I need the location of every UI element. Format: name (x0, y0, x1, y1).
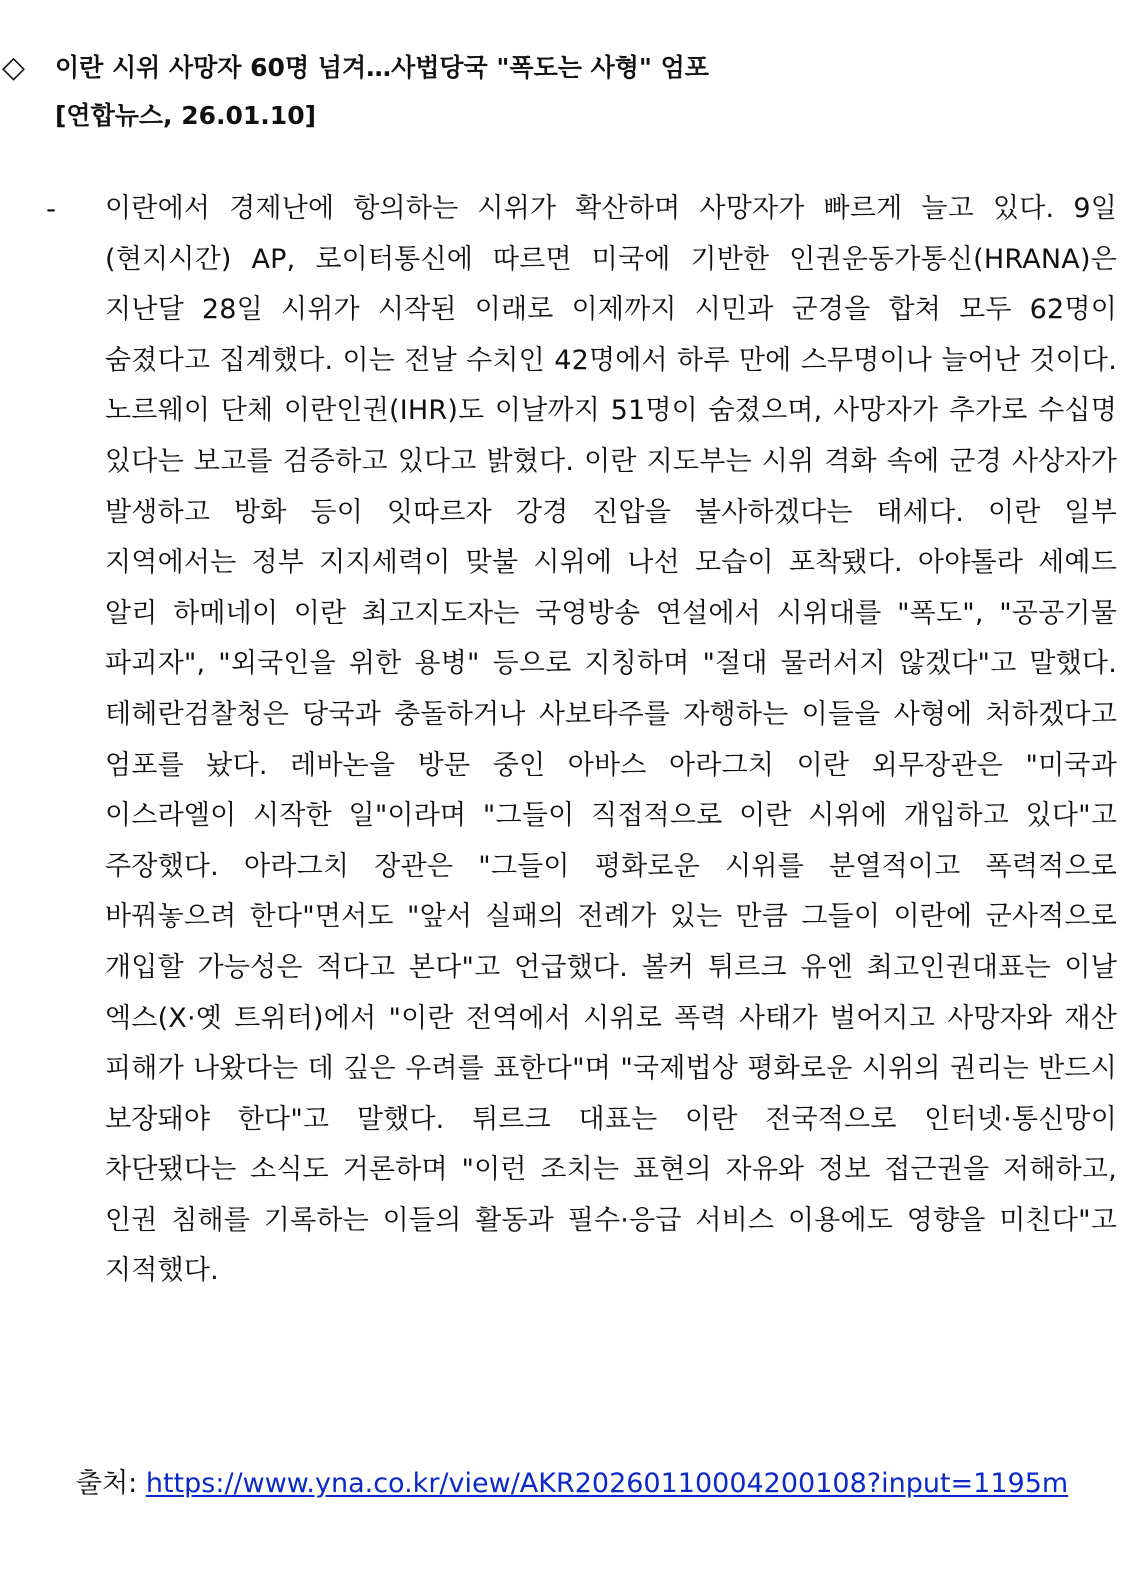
title-line (0, 44, 1134, 92)
source-link[interactable]: https://www.yna.co.kr/view/AKR20260110004200108?input=1195m (145, 1468, 1069, 1499)
diamond-bullet-icon: ◇ (2, 50, 26, 85)
article-source-date: [연합뉴스, 26.01.10] (55, 101, 317, 130)
source-label: 출처: (76, 1468, 138, 1499)
dash-bullet: - (46, 192, 57, 225)
source-reference (76, 1462, 1068, 1506)
article-body-text: 이란에서 경제난에 항의하는 시위가 확산하며 사망자가 빠르게 늘고 있다. 9일(현지시간) AP, 로이터통신에 따르면 미국에 기반한 인권운동가통신(HRANA)은 지난달 28일 시위가 시작된 이래로 이제까지 시민과 군경을 합쳐 모두 62명이 숨졌다고 집계했다. 이는 전날 수치인 42명에서 하루 만에 스무명이나 늘어난 것이다. 노르웨이 단체 이란인권(IHR)도 이날까지 51명이 숨졌으며, 사망자가 추가로 수십명 있다는 보고를 검증하고 있다고 밝혔다. 이란 지도부는 시위 격화 속에 군경 사상자가 발생하고 방화 등이 잇따르자 강경 진압을 불사하겠다는 태세다. 이란 일부 지역에서는 정부 지지세력이 맞불 시위에 나선 모습이 포착됐다. 아야톨라 세예드 알리 하메네이 이란 최고지도자는 국영방송 연설에서 시위대를 "폭도", "공공기물 파괴자", "외국인을 위한 용병" 등으로 지칭하며 "절대 물러서지 않겠다"고 말했다. 테헤란검찰청은 당국과 충돌하거나 사보타주를 자행하는 이들을 사형에 처하겠다고 엄포를 놨다. 레바논을 방문 중인 아바스 아라그치 이란 외무장관은 "미국과 이스라엘이 시작한 일"이라며 "그들이 직접적으로 이란 시위에 개입하고 있다"고 주장했다. 아라그치 장관은 "그들이 평화로운 시위를 분열적이고 폭력적으로 바꿔놓으려 한다"면서도 "앞서 실패의 전례가 있는 만큼 그들이 이란에 군사적으로 개입할 가능성은 적다고 본다"고 언급했다. 볼커 튀르크 유엔 최고인권대표는 이날 엑스(X·옛 트위터)에서 "이란 전역에서 시위로 폭력 사태가 벌어지고 사망자와 재산 피해가 나왔다는 데 깊은 우려를 표한다"며 "국제법상 평화로운 시위의 권리는 반드시 보장돼야 한다"고 말했다. 튀르크 대표는 이란 전국적으로 인터넷·통신망이 차단됐다는 소식도 거론하며 "이런 조치는 표현의 자유와 정보 접근권을 저해하고, 인권 침해를 기록하는 이들의 활동과 필수·응급 서비스 이용에도 영향을 미친다"고 지적했다. (105, 193, 1117, 1287)
article-title: 이란 시위 사망자 60명 넘겨…사법당국 "폭도는 사형" 엄포 (55, 53, 709, 82)
